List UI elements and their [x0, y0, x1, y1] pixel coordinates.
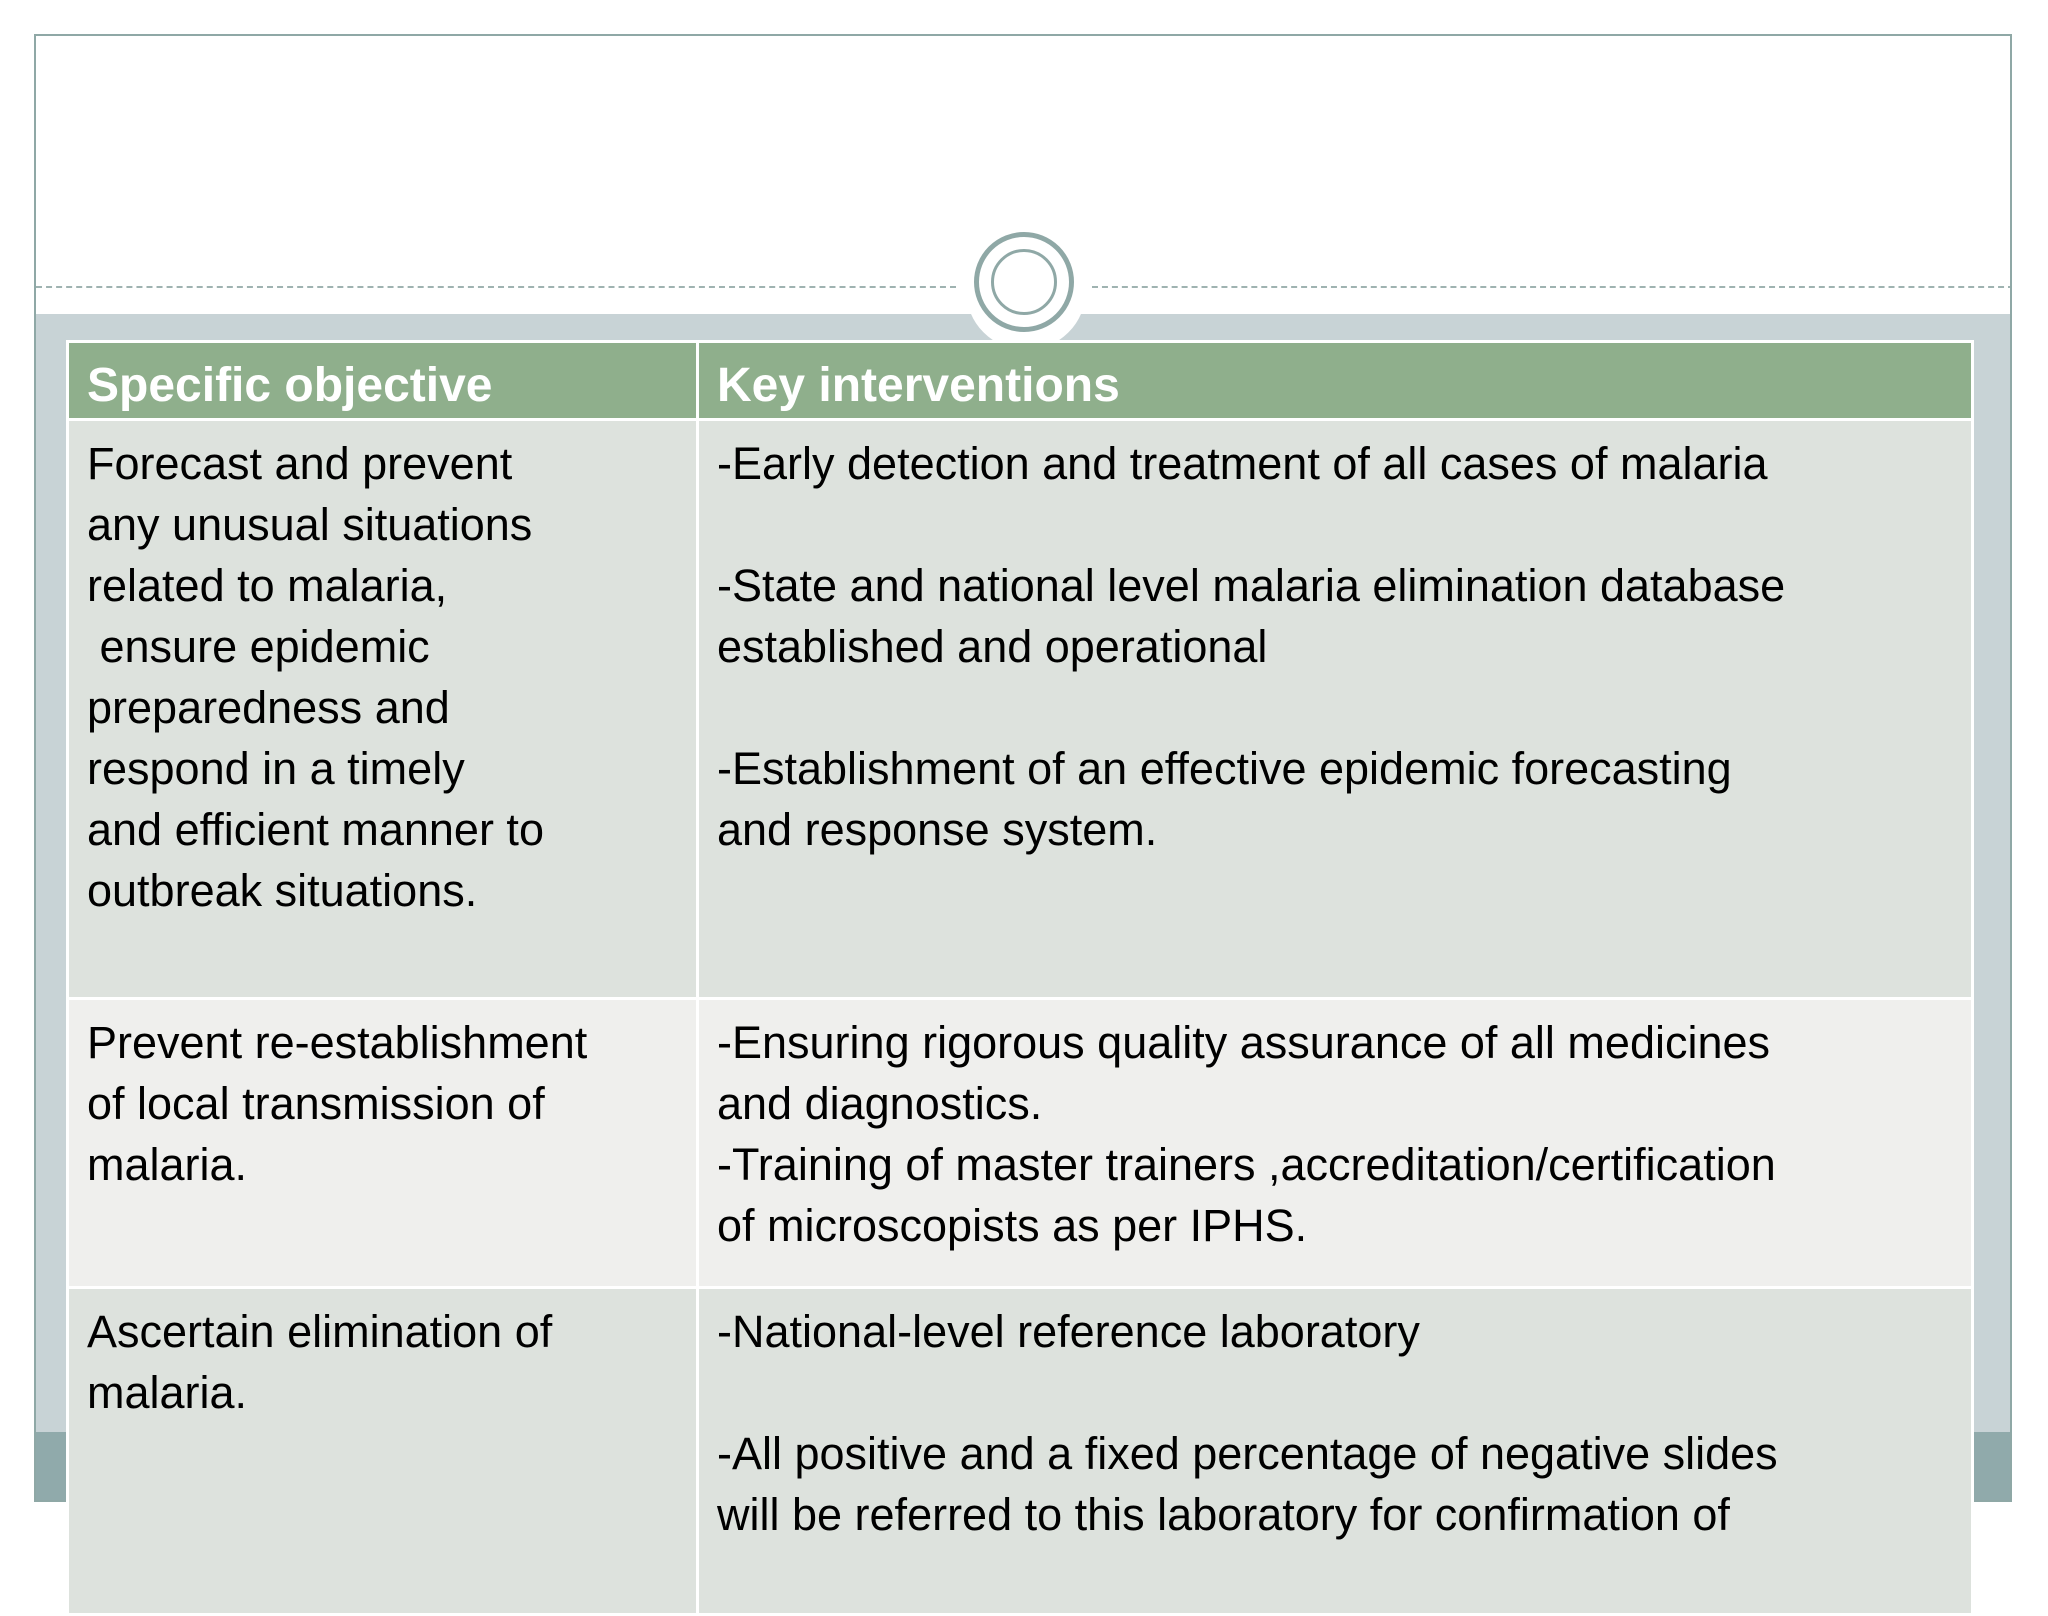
- objective-cell: [68, 1288, 698, 1615]
- objectives-table: [66, 340, 1974, 1616]
- table-row: [68, 420, 1973, 999]
- intervention-line: and diagnostics.: [717, 1078, 1043, 1129]
- intervention-line: -State and national level malaria elimination database: [717, 560, 1786, 611]
- intervention-line: [717, 677, 1953, 738]
- objective-line: and efficient manner to: [87, 804, 544, 855]
- table-row: [68, 999, 1973, 1288]
- intervention-line: [717, 494, 1953, 555]
- interventions-cell: [698, 999, 1973, 1288]
- objective-line: malaria.: [87, 1139, 248, 1190]
- objective-line: preparedness and: [87, 682, 450, 733]
- objective-line: Prevent re-establishment: [87, 1017, 588, 1068]
- objective-line: malaria.: [87, 1367, 248, 1418]
- intervention-line: will be referred to this laboratory for confirmation of: [717, 1489, 1730, 1540]
- circle-ornament-icon: [974, 232, 1074, 332]
- objective-line: any unusual situations: [87, 499, 533, 550]
- objective-line: outbreak situations.: [87, 865, 478, 916]
- table-header-row: [68, 342, 1973, 420]
- intervention-line: -Establishment of an effective epidemic forecasting: [717, 743, 1732, 794]
- objective-line: Ascertain elimination of: [87, 1306, 553, 1357]
- interventions-cell: [698, 1288, 1973, 1615]
- circle-ornament-inner: [991, 249, 1057, 315]
- intervention-line: -All positive and a fixed percentage of negative slides: [717, 1428, 1778, 1479]
- objective-line: respond in a timely: [87, 743, 465, 794]
- objective-line: ensure epidemic: [87, 621, 430, 672]
- intervention-line: established and operational: [717, 621, 1268, 672]
- title-divider-right: [1092, 286, 2012, 288]
- objective-cell: [68, 999, 698, 1288]
- header-key-interventions: Key interventions: [698, 342, 1973, 420]
- intervention-line: -Training of master trainers ,accreditation/certification: [717, 1139, 1776, 1190]
- intervention-line: of microscopists as per IPHS.: [717, 1200, 1308, 1251]
- objective-line: of local transmission of: [87, 1078, 545, 1129]
- intervention-line: -Ensuring rigorous quality assurance of all medicines: [717, 1017, 1771, 1068]
- intervention-line: [717, 1362, 1953, 1423]
- objective-line: related to malaria,: [87, 560, 448, 611]
- objective-cell: [68, 420, 698, 999]
- title-divider-left: [36, 286, 956, 288]
- intervention-line: and response system.: [717, 804, 1158, 855]
- objective-line: Forecast and prevent: [87, 438, 513, 489]
- intervention-line: -Early detection and treatment of all cases of malaria: [717, 438, 1768, 489]
- intervention-line: -National-level reference laboratory: [717, 1306, 1420, 1357]
- interventions-cell: [698, 420, 1973, 999]
- header-specific-objective: Specific objective: [68, 342, 698, 420]
- table-row: [68, 1288, 1973, 1615]
